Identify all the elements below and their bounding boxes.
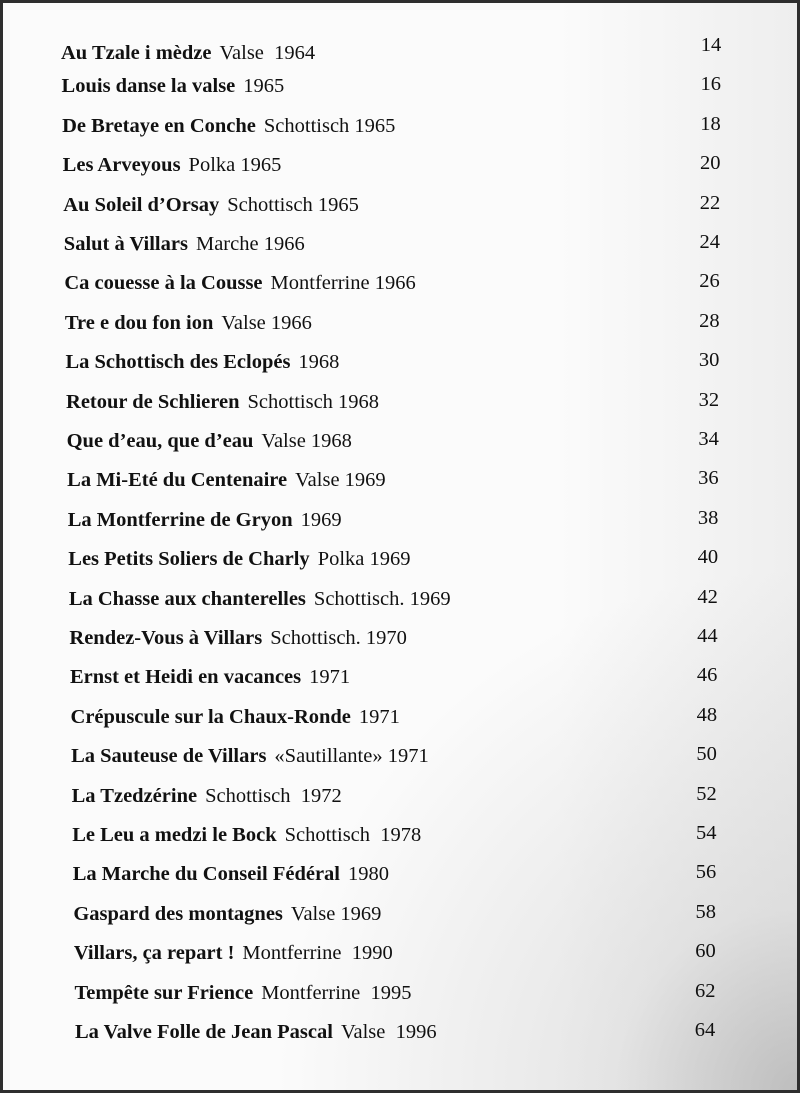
entry-page-number: 34 [698,428,719,450]
entry-title: Gaspard des montagnes [73,902,283,925]
entry-genre-year: Montferrine 1995 [261,981,412,1004]
entry-genre-year: Schottisch 1972 [205,784,342,807]
entry-genre-year: Valse 1996 [340,1021,437,1043]
toc-entry [73,904,381,925]
toc-entry [65,313,312,334]
entry-title: Au Tzale i mèdze [61,42,212,64]
entry-page-number: 42 [697,585,718,608]
toc-entry [71,746,429,767]
entry-genre-year: Polka 1969 [317,548,411,571]
toc-entry [71,707,400,728]
toc-entry [72,825,421,846]
entry-genre-year: Valse 1968 [261,430,352,452]
entry-title: Ca couesse à la Cousse [64,272,263,295]
entry-genre-year: Schottisch 1978 [284,824,422,846]
table-of-contents [3,3,797,1090]
entry-genre-year: 1980 [348,863,389,886]
entry-page-number: 24 [699,231,721,253]
entry-page-number: 32 [698,388,720,411]
entry-page-number: 36 [698,467,719,490]
document-page [3,3,797,1090]
entry-genre-year: Valse 1964 [219,42,316,64]
entry-genre-year: Polka 1965 [188,154,282,177]
entry-title: La Mi-Eté du Centenaire [67,469,288,492]
entry-genre-year: Valse 1969 [295,469,386,492]
entry-title: La Valve Folle de Jean Pascal [75,1021,333,1043]
entry-title: Crépuscule sur la Chaux-Ronde [70,705,351,728]
entry-page-number: 54 [695,822,717,844]
toc-entry [69,589,451,610]
toc-entry [75,1022,437,1043]
entry-page-number: 52 [696,782,717,805]
toc-entry [70,667,350,688]
entry-title: Ernst et Heidi en vacances [69,666,302,689]
entry-title: La Montferrine de Gryon [67,508,293,531]
toc-entry [72,786,342,807]
entry-title: Que d’eau, que d’eau [66,430,254,452]
entry-page-number: 40 [697,546,719,569]
entry-page-number: 22 [699,191,721,214]
toc-entry [62,76,285,97]
entry-genre-year: 1971 [358,705,400,728]
entry-page-number: 38 [697,506,719,529]
entry-page-number: 50 [696,743,717,766]
entry-page-number: 28 [699,309,720,332]
entry-page-number: 30 [698,349,720,372]
entry-genre-year: Schottisch 1968 [247,390,380,413]
entry-page-number: 64 [694,1019,716,1041]
toc-entry [65,352,339,373]
entry-title: La Schottisch des Eclopés [65,351,291,374]
toc-entry [73,864,389,885]
entry-title: La Marche du Conseil Fédéral [72,863,340,886]
entry-title: Les Arveyous [62,154,181,177]
entry-title: La Chasse aux chanterelles [68,587,306,610]
toc-entry [67,431,352,452]
toc-entry [67,470,386,491]
entry-genre-year: Montferrine 1990 [242,942,393,965]
toc-entry [61,43,315,64]
entry-page-number: 26 [699,270,720,293]
toc-entry [69,628,407,649]
entry-genre-year: Marche 1966 [195,233,305,255]
toc-entry [74,983,411,1004]
entry-title: Les Petits Soliers de Charly [68,548,310,571]
entry-genre-year: Montferrine 1966 [270,272,416,295]
entry-genre-year: 1971 [309,666,351,689]
entry-genre-year: 1968 [298,351,340,374]
entry-genre-year: «Sautillante» 1971 [274,745,429,768]
entry-page-number: 62 [694,979,716,1002]
entry-title: Retour de Schlieren [66,390,240,413]
entry-page-number: 48 [696,703,718,726]
entry-page-number: 14 [700,34,722,56]
entry-page-number: 20 [700,152,721,175]
toc-entry [74,943,393,964]
entry-page-number: 56 [695,861,717,884]
entry-genre-year: Schottisch 1965 [263,114,396,137]
entry-genre-year: Valse 1969 [290,902,382,925]
entry-genre-year: Schottisch. 1970 [270,627,407,649]
entry-title: Villars, ça repart ! [73,942,235,965]
entry-title: Tempête sur Frience [74,981,254,1004]
toc-entry [64,234,305,255]
entry-genre-year: 1969 [300,508,342,531]
toc-entry [64,273,415,294]
toc-entry [62,116,395,137]
toc-entry [68,549,410,570]
toc-entry [63,195,359,216]
entry-page-number: 44 [697,625,718,647]
entry-title: Louis danse la valse [61,75,236,98]
toc-entry [68,510,342,531]
entry-genre-year: 1965 [243,75,285,98]
entry-page-number: 46 [696,664,718,687]
entry-title: Tre e dou fon ion [64,311,214,334]
entry-page-number: 60 [695,940,716,963]
entry-title: Le Leu a medzi le Bock [72,824,277,846]
entry-title: Salut à Villars [63,233,188,255]
entry-title: Au Soleil d’Orsay [63,193,220,216]
toc-entry [66,392,379,413]
entry-title: La Sauteuse de Villars [71,745,267,768]
entry-title: Rendez-Vous à Villars [69,627,263,649]
entry-title: La Tzedzérine [71,784,198,807]
entry-page-number: 58 [695,900,716,923]
toc-entry [63,155,282,176]
entry-genre-year: Schottisch. 1969 [313,587,451,610]
entry-page-number: 16 [700,73,721,96]
entry-page-number: 18 [700,112,721,135]
entry-title: De Bretaye en Conche [62,114,256,137]
entry-genre-year: Valse 1966 [221,311,312,334]
entry-genre-year: Schottisch 1965 [227,193,359,216]
